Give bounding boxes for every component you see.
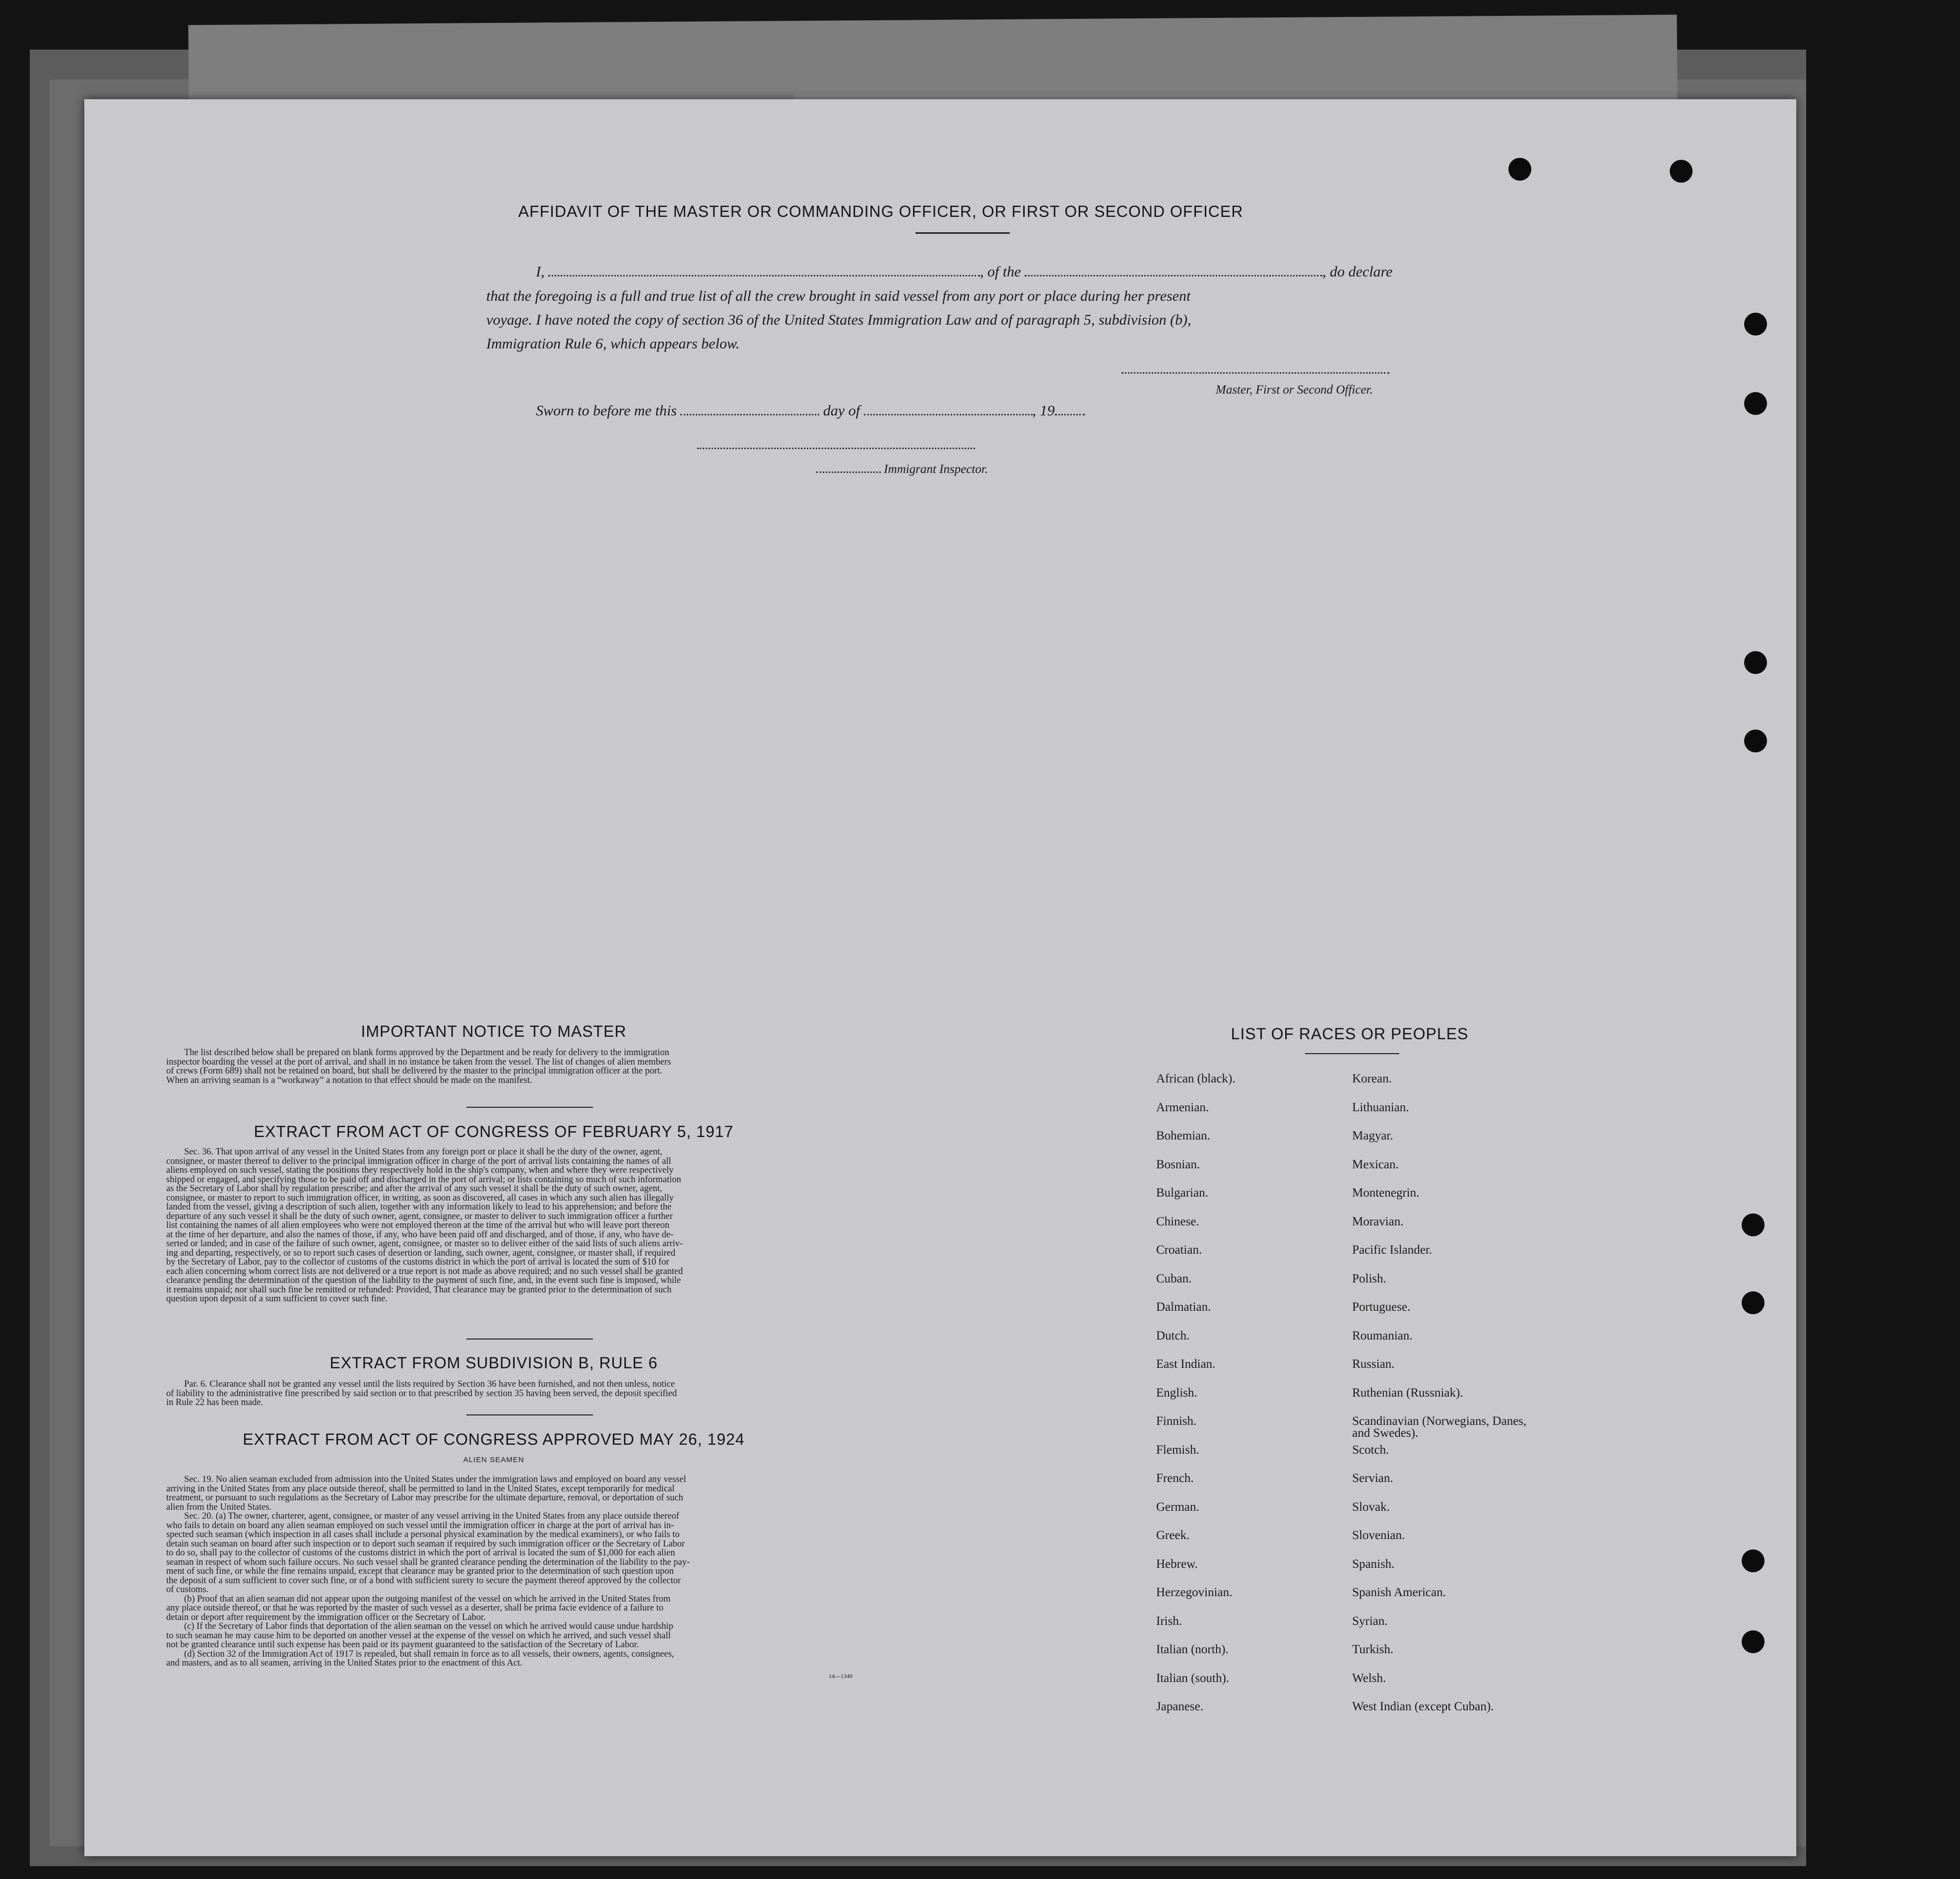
statute-line: consignee, or master to report to such immigration officer, in writing, as soon as discovered, all cases in which any such alien has illegally bbox=[166, 1193, 674, 1203]
statute-line: in Rule 22 has been made. bbox=[166, 1398, 263, 1408]
statute-line: and masters, and as to all seamen, arriving in the United States prior to the enactment of this Act. bbox=[166, 1658, 523, 1668]
race-item: Korean. bbox=[1352, 1072, 1392, 1085]
statute-line: any place outside thereof, or that he was reported by the master of such vessel as a deserter, shall be prima facie evidence of a failure to bbox=[166, 1603, 663, 1613]
sworn-year-blank bbox=[1055, 402, 1085, 415]
race-item: Dalmatian. bbox=[1156, 1300, 1211, 1314]
race-item: Armenian. bbox=[1156, 1100, 1209, 1114]
race-item: Spanish. bbox=[1352, 1557, 1395, 1571]
i-label: I, bbox=[536, 264, 545, 280]
extract-rule6-title: EXTRACT FROM SUBDIVISION B, RULE 6 bbox=[329, 1354, 658, 1372]
race-item: Scandinavian (Norwegians, Danes, and Swedes). bbox=[1352, 1414, 1527, 1440]
race-item: Lithuanian. bbox=[1352, 1100, 1409, 1114]
statute-line: seaman in respect of whom such failure occurs. No such vessel shall be granted clearance pending the determination of the liability to the pay- bbox=[166, 1557, 690, 1567]
races-left-column bbox=[1156, 1073, 1345, 1730]
statute-line: list containing the names of all alien employees who were not employed thereon at the time of the arrival but who will leave port thereon bbox=[166, 1220, 670, 1230]
statute-line: each alien concerning whom correct lists are not delivered or a true report is not made as above required; and no such vessel shall be granted bbox=[166, 1266, 683, 1276]
binder-hole bbox=[1744, 392, 1767, 415]
race-item: East Indian. bbox=[1156, 1357, 1216, 1371]
binder-hole bbox=[1744, 313, 1767, 336]
races-title-rule bbox=[1305, 1053, 1399, 1054]
extract-1924-text bbox=[166, 1475, 990, 1668]
binder-hole bbox=[1744, 651, 1767, 674]
race-item: Finnish. bbox=[1156, 1414, 1197, 1428]
binder-hole bbox=[1742, 1213, 1764, 1236]
race-item: Herzegovinian. bbox=[1156, 1586, 1233, 1599]
statute-line: not be granted clearance until such expense has been paid or its payment guaranteed to the satisfaction of the Secretary of Labor. bbox=[166, 1640, 639, 1650]
declaration-line: voyage. I have noted the copy of section 36 of the United States Immigration Law and of paragraph 5, subdivision (b), bbox=[486, 312, 1191, 328]
race-item: German. bbox=[1156, 1500, 1199, 1514]
statute-line: the deposit of a sum sufficient to cover such fine, or of a bond with sufficient surety to secure the payment thereof approved by the collector bbox=[166, 1575, 681, 1586]
race-item: Dutch. bbox=[1156, 1329, 1190, 1342]
statute-line: detain such seaman on board after such inspection or to deport such seaman if required by such immigration officer or the Secretary of Labor bbox=[166, 1539, 685, 1549]
statute-line: detain or deport after requirement by the immigration officer or the Secretary of Labor. bbox=[166, 1612, 486, 1622]
race-item: Bohemian. bbox=[1156, 1129, 1211, 1142]
binder-hole bbox=[1742, 1630, 1764, 1653]
section-divider bbox=[466, 1107, 593, 1108]
race-item: Greek. bbox=[1156, 1529, 1190, 1542]
binder-hole bbox=[1744, 730, 1767, 752]
notice-line: When an arriving seaman is a “workaway” a notation to that effect should be made on the manifest. bbox=[166, 1075, 532, 1085]
notice-title: IMPORTANT NOTICE TO MASTER bbox=[361, 1022, 627, 1040]
race-item: Pacific Islander. bbox=[1352, 1243, 1433, 1257]
race-item: Roumanian. bbox=[1352, 1329, 1413, 1342]
notice-text bbox=[166, 1048, 990, 1085]
do-declare-label: , do declare bbox=[1322, 264, 1393, 280]
race-item: Bulgarian. bbox=[1156, 1186, 1208, 1200]
race-item: Magyar. bbox=[1352, 1129, 1393, 1142]
statute-line: treatment, or pursuant to such regulations as the Secretary of Labor may prescribe for the ultimate departure, removal, or deportation of such bbox=[166, 1493, 683, 1503]
statute-line: consignee, or master thereof to deliver to the principal immigration officer in charge of the port of arrival lists containing the names of all bbox=[166, 1156, 671, 1166]
sworn-line bbox=[536, 402, 1085, 419]
race-item: Portuguese. bbox=[1352, 1300, 1411, 1314]
notice-line: inspector boarding the vessel at the port of arrival, and shall in no instance be taken from the vessel. The list of changes of alien members bbox=[166, 1057, 671, 1067]
statute-line: as the Secretary of Labor shall by regulation prescribe; and after the arrival of any such vessel it shall be the duty of such owner, agent, bbox=[166, 1184, 662, 1194]
race-item: Hebrew. bbox=[1156, 1557, 1198, 1571]
declaration-line: that the foregoing is a full and true list of all the crew brought in said vessel from any port or place during her present bbox=[486, 288, 1191, 304]
statute-line: Par. 6. Clearance shall not be granted any vessel until the lists required by Section 36 have been furnished, and not then unless, notice bbox=[184, 1379, 675, 1389]
statute-line: ing and departing, respectively, or so to report such cases of desertion or landing, such owner, agent, consignee, or master shall, if required bbox=[166, 1248, 676, 1258]
race-item: Ruthenian (Russniak). bbox=[1352, 1386, 1463, 1400]
race-item: Moravian. bbox=[1352, 1214, 1404, 1228]
race-item: Welsh. bbox=[1352, 1671, 1386, 1685]
sworn-label: Sworn to before me this bbox=[536, 403, 677, 419]
notice-line: of crews (Form 689) shall not be retained on board, but shall be delivered by the master to the principal immigration officer at the port. bbox=[166, 1066, 662, 1076]
statute-line: it remains unpaid; nor shall such fine be remitted or refunded: Provided, That clearance may be granted prior to the determination of such bbox=[166, 1284, 672, 1295]
master-signature-caption: Master, First or Second Officer. bbox=[1216, 383, 1373, 397]
race-item: Spanish American. bbox=[1352, 1586, 1446, 1599]
statute-line: who fails to detain on board any alien seaman employed on such vessel until the immigration officer in charge at the port of arrival has in- bbox=[166, 1520, 674, 1531]
extract-1917-text bbox=[166, 1147, 990, 1304]
inspector-signature-line bbox=[697, 447, 975, 449]
extract-1917-title: EXTRACT FROM ACT OF CONGRESS OF FEBRUARY 5, 1917 bbox=[254, 1123, 734, 1141]
race-item: Chinese. bbox=[1156, 1214, 1199, 1228]
name-blank bbox=[548, 263, 980, 276]
race-item: Montenegrin. bbox=[1352, 1186, 1420, 1200]
statute-line: serted or landed; and in case of the failure of such owner, agent, consignee, or master so to deliver either of the said lists of such aliens arriv- bbox=[166, 1239, 683, 1249]
master-signature-line bbox=[1121, 371, 1389, 374]
race-item: Mexican. bbox=[1352, 1157, 1399, 1171]
statute-line: aliens employed on such vessel, stating the positions they respectively hold in the ship's company, when and where they were respectively bbox=[166, 1165, 674, 1175]
statute-line: (d) Section 32 of the Immigration Act of 1917 is repealed, but shall remain in force as to all vessels, their owners, agents, consignees, bbox=[184, 1649, 674, 1659]
race-item: Slovenian. bbox=[1352, 1529, 1405, 1542]
statute-line: alien from the United States. bbox=[166, 1502, 272, 1512]
statute-line: departure of any such vessel it shall be the duty of such owner, agent, consignee, or master to deliver to such immigration officer a further bbox=[166, 1211, 673, 1221]
section-divider bbox=[466, 1339, 593, 1340]
statute-line: landed from the vessel, giving a description of such alien, together with any information likely to lead to his apprehension; and before the bbox=[166, 1202, 672, 1212]
vessel-blank bbox=[1025, 263, 1322, 276]
race-item: Bosnian. bbox=[1156, 1157, 1200, 1171]
extract-rule6-text bbox=[166, 1380, 990, 1408]
race-item: Cuban. bbox=[1156, 1272, 1192, 1285]
document-page bbox=[84, 99, 1796, 1856]
day-of-label: day of bbox=[823, 403, 860, 419]
race-item: West Indian (except Cuban). bbox=[1352, 1700, 1494, 1713]
section-divider bbox=[466, 1414, 593, 1415]
race-item: Turkish. bbox=[1352, 1643, 1394, 1656]
binder-hole bbox=[1670, 160, 1693, 183]
race-item: Italian (north). bbox=[1156, 1643, 1229, 1656]
statute-line: (c) If the Secretary of Labor finds that deportation of the alien seaman on the vessel on which he arrived would cause undue hardship bbox=[184, 1621, 673, 1631]
statute-line: of customs. bbox=[166, 1585, 209, 1595]
statute-line: (b) Proof that an alien seaman did not appear upon the outgoing manifest of the vessel on which he arrived in the United States from bbox=[184, 1594, 671, 1604]
binder-hole bbox=[1508, 158, 1531, 181]
inspector-blank bbox=[816, 463, 881, 473]
sworn-day-blank bbox=[680, 402, 819, 415]
sworn-month-blank bbox=[864, 402, 1033, 415]
race-item: English. bbox=[1156, 1386, 1197, 1400]
statute-line: question upon deposit of a sum sufficient to cover such fine. bbox=[166, 1294, 388, 1304]
races-title: LIST OF RACES OR PEOPLES bbox=[1231, 1025, 1469, 1043]
form-number: 14—1340 bbox=[829, 1673, 852, 1679]
race-item: French. bbox=[1156, 1472, 1194, 1485]
year-label: , 19 bbox=[1032, 403, 1055, 419]
title-rule bbox=[915, 232, 1010, 234]
statute-line: shipped or engaged, and specifying those to be paid off and discharged in the port of arrival; or lists containing so much of such information bbox=[166, 1174, 681, 1185]
races-right-column bbox=[1352, 1073, 1570, 1730]
extract-1924-title: EXTRACT FROM ACT OF CONGRESS APPROVED MAY 26, 1924 bbox=[243, 1430, 745, 1448]
binder-hole bbox=[1742, 1549, 1764, 1572]
race-item: Croatian. bbox=[1156, 1243, 1202, 1257]
race-item: Flemish. bbox=[1156, 1443, 1199, 1457]
statute-line: of liability to the administrative fine prescribed by said section or to that prescribed by section 35 having been served, the deposit specified bbox=[166, 1388, 677, 1399]
race-item: Russian. bbox=[1352, 1357, 1395, 1371]
affidavit-declaration bbox=[486, 263, 1568, 359]
race-item: African (black). bbox=[1156, 1072, 1236, 1085]
race-item: Irish. bbox=[1156, 1614, 1182, 1628]
statute-line: Sec. 19. No alien seaman excluded from admission into the United States under the immigration laws and employed on board any vessel bbox=[184, 1475, 686, 1484]
declaration-line: Immigration Rule 6, which appears below. bbox=[486, 336, 740, 352]
statute-line: by the Secretary of Labor, pay to the collector of customs of the customs district in which the port of arrival is located the sum of $10 for bbox=[166, 1257, 669, 1267]
race-item: Slovak. bbox=[1352, 1500, 1390, 1514]
race-item: Japanese. bbox=[1156, 1700, 1204, 1713]
race-item: Polish. bbox=[1352, 1272, 1386, 1285]
race-item: Syrian. bbox=[1352, 1614, 1388, 1628]
statute-line: to do so, shall pay to the collector of customs of the customs district in which the port of arrival is located the sum of $1,000 for each alien bbox=[166, 1548, 675, 1558]
binder-hole bbox=[1742, 1291, 1764, 1314]
affidavit-title: AFFIDAVIT OF THE MASTER OR COMMANDING OFFICER, OR FIRST OR SECOND OFFICER bbox=[518, 202, 1243, 220]
statute-line: Sec. 20. (a) The owner, charterer, agent, consignee, or master of any vessel arriving in the United States from any place outside thereof bbox=[184, 1511, 679, 1521]
statute-line: arriving in the United States from any place outside thereof, shall be permitted to land in the United States, except temporarily for medical bbox=[166, 1483, 675, 1494]
alien-seamen-subtitle: ALIEN SEAMEN bbox=[463, 1456, 524, 1464]
race-item: Scotch. bbox=[1352, 1443, 1389, 1457]
of-the-label: , of the bbox=[980, 264, 1021, 280]
inspector-line bbox=[816, 463, 988, 476]
statute-line: Sec. 36. That upon arrival of any vessel in the United States from any foreign port or place it shall be the duty of the owner, agent, bbox=[184, 1147, 662, 1157]
inspector-caption: Immigrant Inspector. bbox=[884, 463, 988, 476]
notice-line: The list described below shall be prepared on blank forms approved by the Department and be ready for delivery to the immigration bbox=[184, 1048, 669, 1058]
statute-line: spected such seaman (which inspection in all cases shall include a personal physical examination by the medical examiners), or who fails to bbox=[166, 1530, 680, 1540]
race-item: Italian (south). bbox=[1156, 1671, 1230, 1685]
statute-line: ment of such fine, or while the fine remains unpaid, except that clearance may be granted prior to the determination of such question upon bbox=[166, 1566, 674, 1576]
race-item: Servian. bbox=[1352, 1472, 1393, 1485]
statute-line: at the time of her departure, and also the names of those, if any, who have been paid off and discharged, and of those, if any, who have de- bbox=[166, 1229, 674, 1240]
statute-line: to such seaman he may cause him to be deported on another vessel at the expense of the vessel on which he arrived, and such vessel shall bbox=[166, 1630, 671, 1641]
statute-line: clearance pending the determination of the question of the liability to the payment of such fine, and, in the event such fine is imposed, while bbox=[166, 1275, 681, 1285]
